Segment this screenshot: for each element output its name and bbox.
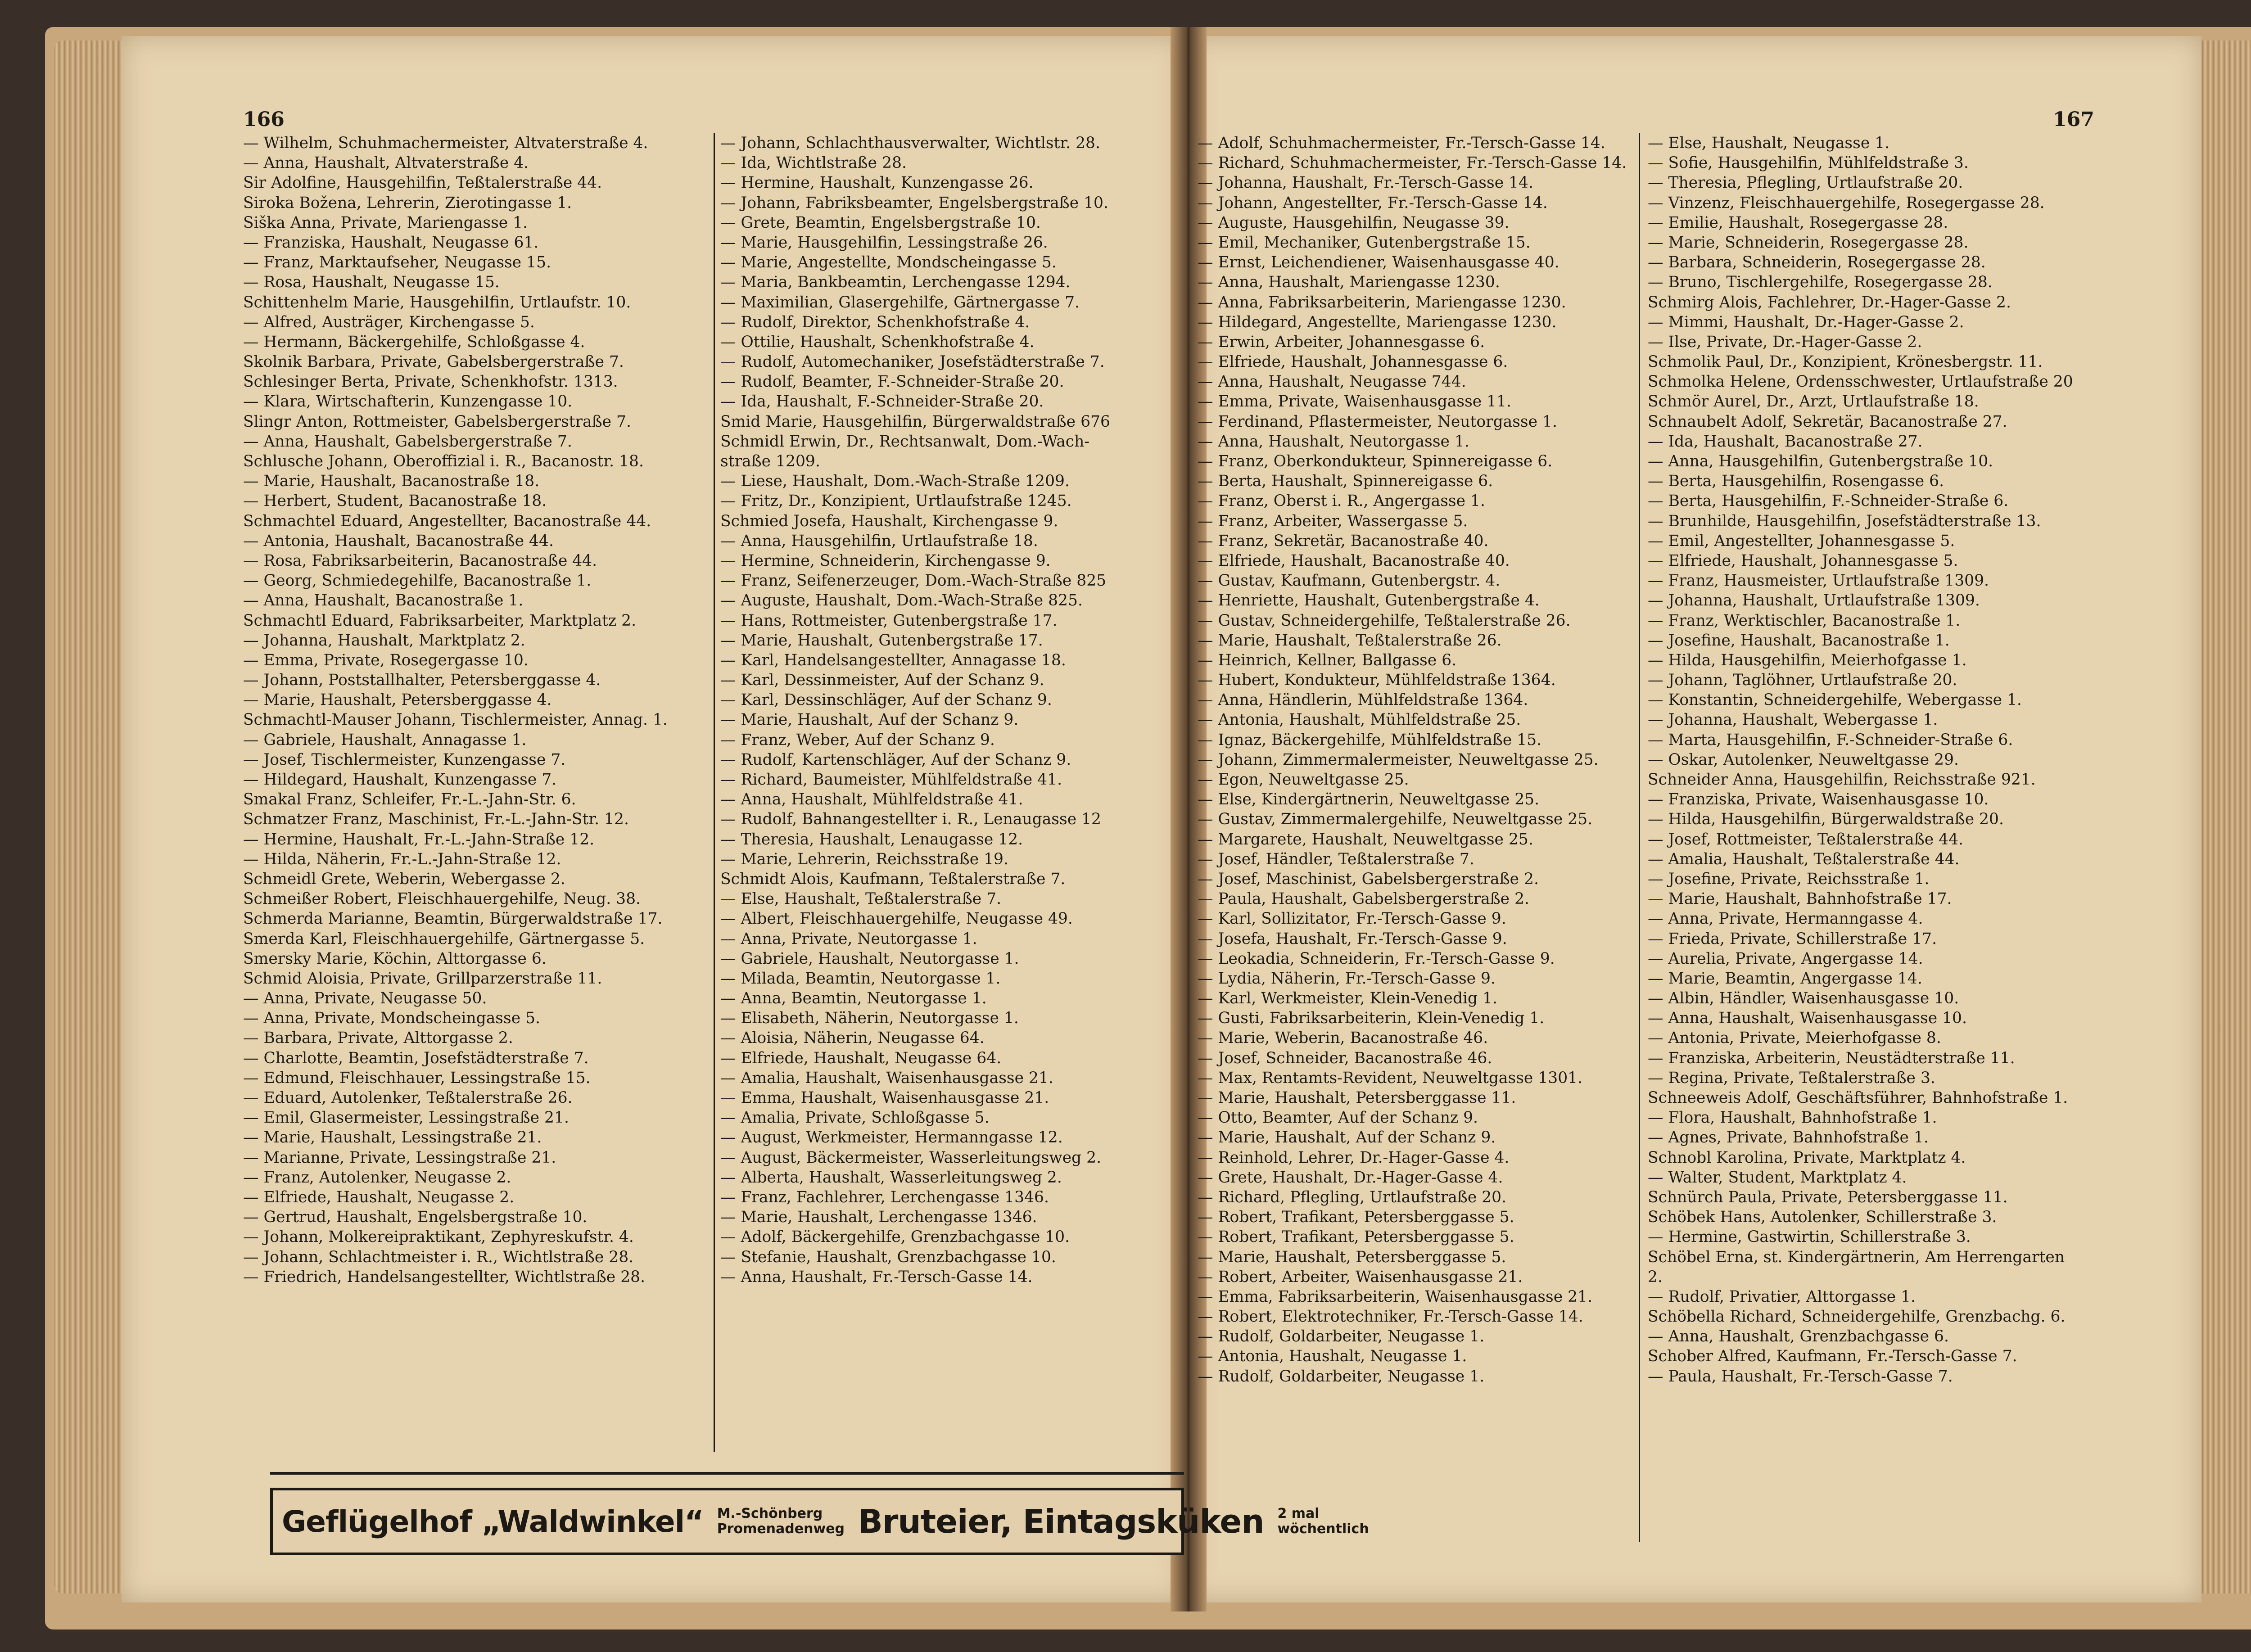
directory-entry: — Vinzenz, Fleischhauergehilfe, Rosegergasse 28. (1648, 194, 2045, 212)
directory-entry: — Margarete, Haushalt, Neuweltgasse 25. (1198, 830, 1533, 849)
directory-entry: — Anna, Private, Neugasse 50. (243, 989, 487, 1008)
column-divider-left (714, 133, 715, 1452)
directory-entry: — Emil, Mechaniker, Gutenbergstraße 15. (1198, 233, 1531, 252)
directory-entry: — Auguste, Haushalt, Dom.-Wach-Straße 825. (720, 591, 1083, 610)
directory-entry: — Leokadia, Schneiderin, Fr.-Tersch-Gasse 9. (1198, 949, 1555, 968)
directory-entry: — Else, Kindergärtnerin, Neuweltgasse 25. (1198, 790, 1540, 809)
directory-entry: — Barbara, Schneiderin, Rosegergasse 28. (1648, 253, 1986, 272)
directory-entry: Schmachtl-Mauser Johann, Tischlermeister, Annag. 1. (243, 711, 668, 729)
directory-entry: — Albert, Fleischhauergehilfe, Neugasse 49. (720, 910, 1073, 928)
advert-location (717, 1506, 845, 1537)
directory-entry: Schöbek Hans, Autolenker, Schillerstraße 3. (1648, 1208, 1997, 1227)
directory-entry: — Liese, Haushalt, Dom.-Wach-Straße 1209. (720, 472, 1070, 491)
directory-entry: — Hermine, Haushalt, Kunzengasse 26. (720, 174, 1034, 192)
directory-entry: — Adolf, Bäckergehilfe, Grenzbachgasse 10. (720, 1228, 1070, 1246)
directory-entry: — Anna, Beamtin, Neutorgasse 1. (720, 989, 987, 1008)
directory-entry: — Heinrich, Kellner, Ballgasse 6. (1198, 651, 1457, 669)
advert-frequency-line-2: wöchentlich (1277, 1521, 1369, 1537)
directory-entry: — Anna, Haushalt, Bacanostraße 1. (243, 591, 524, 610)
directory-entry: — Karl, Handelsangestellter, Annagasse 18. (720, 651, 1066, 669)
directory-entry: — Gusti, Fabriksarbeiterin, Klein-Venedig 1. (1198, 1009, 1545, 1028)
directory-entry: — Theresia, Haushalt, Lenaugasse 12. (720, 830, 1023, 849)
directory-entry: — Richard, Pflegling, Urtlaufstraße 20. (1198, 1188, 1507, 1206)
directory-entry: — Walter, Student, Marktplatz 4. (1648, 1168, 1907, 1187)
directory-entry: — Milada, Beamtin, Neutorgasse 1. (720, 969, 1001, 988)
directory-entry: — Berta, Haushalt, Spinnereigasse 6. (1198, 472, 1493, 491)
directory-entry: — Marie, Haushalt, Auf der Schanz 9. (1198, 1128, 1496, 1147)
page-edges-right (2197, 41, 2251, 1593)
directory-entry: — Hilda, Hausgehilfin, Bürgerwaldstraße 20. (1648, 810, 2004, 829)
directory-entry: — Mimmi, Haushalt, Dr.-Hager-Gasse 2. (1648, 313, 1964, 331)
directory-entry: — Ignaz, Bäckergehilfe, Mühlfeldstraße 15. (1198, 731, 1542, 749)
directory-entry: — Franziska, Haushalt, Neugasse 61. (243, 233, 539, 252)
directory-entry: — Paula, Haushalt, Gabelsbergerstraße 2. (1198, 890, 1529, 908)
directory-entry: — Ida, Wichtlstraße 28. (720, 154, 907, 172)
directory-entry: — Amalia, Haushalt, Teßtalerstraße 44. (1648, 850, 1960, 868)
directory-entry: — Marie, Haushalt, Gutenbergstraße 17. (720, 631, 1043, 650)
directory-entry: — Josef, Schneider, Bacanostraße 46. (1198, 1049, 1492, 1067)
directory-entry: — Franziska, Private, Waisenhausgasse 10. (1648, 790, 1989, 809)
directory-entry: — Franz, Weber, Auf der Schanz 9. (720, 731, 995, 749)
directory-entry: — Rudolf, Privatier, Alttorgasse 1. (1648, 1287, 1916, 1306)
directory-entry: — Hermine, Haushalt, Fr.-L.-Jahn-Straße 12. (243, 830, 595, 849)
directory-entry: — Rudolf, Kartenschläger, Auf der Schanz 9. (720, 750, 1071, 769)
directory-entry: — Reinhold, Lehrer, Dr.-Hager-Gasse 4. (1198, 1148, 1510, 1167)
directory-entry: — Anna, Händlerin, Mühlfeldstraße 1364. (1198, 691, 1528, 709)
directory-entry: — Rudolf, Goldarbeiter, Neugasse 1. (1198, 1367, 1485, 1386)
directory-entry: — Marta, Hausgehilfin, F.-Schneider-Straße 6. (1648, 731, 2013, 749)
directory-entry: — Johann, Taglöhner, Urtlaufstraße 20. (1648, 671, 1957, 690)
directory-entry: — Aloisia, Näherin, Neugasse 64. (720, 1029, 985, 1047)
directory-entry: Schneeweis Adolf, Geschäftsführer, Bahnhofstraße 1. (1648, 1089, 2068, 1107)
directory-entry: — Charlotte, Beamtin, Josefstädterstraße 7. (243, 1049, 589, 1067)
directory-entry: — Gustav, Schneidergehilfe, Teßtalerstraße 26. (1198, 611, 1571, 630)
directory-entry: — Auguste, Hausgehilfin, Neugasse 39. (1198, 213, 1510, 232)
directory-entry: Smerda Karl, Fleischhauergehilfe, Gärtnergasse 5. (243, 930, 645, 948)
directory-entry: — Franz, Arbeiter, Wassergasse 5. (1198, 512, 1468, 530)
directory-entry: Schmidl Erwin, Dr., Rechtsanwalt, Dom.-Wach- (720, 432, 1089, 451)
directory-entry: Schmirg Alois, Fachlehrer, Dr.-Hager-Gasse 2. (1648, 293, 2011, 311)
directory-entry: Schlesinger Berta, Private, Schenkhofstr. 1313. (243, 373, 618, 391)
directory-entry: — Marie, Weberin, Bacanostraße 46. (1198, 1029, 1488, 1047)
directory-entry: — Franz, Fachlehrer, Lerchengasse 1346. (720, 1188, 1049, 1206)
directory-entry: — Johanna, Haushalt, Marktplatz 2. (243, 631, 525, 650)
directory-column-4 (1648, 133, 2107, 1386)
directory-entry: — Rosa, Haushalt, Neugasse 15. (243, 273, 500, 292)
directory-entry: — Marie, Haushalt, Lerchengasse 1346. (720, 1208, 1037, 1227)
directory-entry: — Ferdinand, Pflastermeister, Neutorgasse 1. (1198, 412, 1557, 431)
directory-entry: — Anna, Hausgehilfin, Urtlaufstraße 18. (720, 532, 1038, 550)
directory-entry: — Robert, Trafikant, Petersberggasse 5. (1198, 1208, 1514, 1227)
directory-entry: — Max, Rentamts-Revident, Neuweltgasse 1301. (1198, 1069, 1583, 1087)
directory-entry: — Ida, Haushalt, F.-Schneider-Straße 20. (720, 393, 1044, 411)
directory-entry: — Else, Haushalt, Neugasse 1. (1648, 134, 1890, 152)
directory-entry: Schmerda Marianne, Beamtin, Bürgerwaldstraße 17. (243, 910, 663, 928)
directory-entry: — Grete, Haushalt, Dr.-Hager-Gasse 4. (1198, 1168, 1503, 1187)
directory-entry: — Berta, Hausgehilfin, Rosengasse 6. (1648, 472, 1944, 491)
directory-entry: Schmeidl Grete, Weberin, Webergasse 2. (243, 870, 565, 888)
directory-entry: — Alfred, Austräger, Kirchengasse 5. (243, 313, 535, 331)
directory-entry: — Hermine, Schneiderin, Kirchengasse 9. (720, 551, 1051, 570)
advert-location-line-1: M.-Schönberg (717, 1506, 823, 1521)
directory-entry: — Josefine, Haushalt, Bacanostraße 1. (1648, 631, 1950, 650)
directory-entry: — Hilda, Näherin, Fr.-L.-Jahn-Straße 12. (243, 850, 561, 868)
directory-entry: Slingr Anton, Rottmeister, Gabelsbergerstraße 7. (243, 412, 631, 431)
directory-entry: — Johann, Schlachthausverwalter, Wichtlstr. 28. (720, 134, 1100, 152)
directory-entry: — Marie, Haushalt, Petersberggasse 4. (243, 691, 552, 709)
directory-entry: — Lydia, Näherin, Fr.-Tersch-Gasse 9. (1198, 969, 1496, 988)
page-number-left: 166 (243, 108, 285, 131)
directory-entry: — Anna, Haushalt, Altvaterstraße 4. (243, 154, 529, 172)
directory-entry: — Josef, Händler, Teßtalerstraße 7. (1198, 850, 1474, 868)
directory-entry: — Johanna, Haushalt, Fr.-Tersch-Gasse 14. (1198, 174, 1533, 192)
directory-entry: — Johanna, Haushalt, Urtlaufstraße 1309. (1648, 591, 1980, 610)
directory-entry: — Ottilie, Haushalt, Schenkhofstraße 4. (720, 333, 1035, 351)
directory-entry: — Brunhilde, Hausgehilfin, Josefstädterstraße 13. (1648, 512, 2041, 530)
directory-entry: — Robert, Arbeiter, Waisenhausgasse 21. (1198, 1268, 1523, 1286)
directory-entry: — Anna, Private, Hermanngasse 4. (1648, 910, 1923, 928)
directory-entry: — Gustav, Zimmermalergehilfe, Neuweltgasse 25. (1198, 810, 1593, 829)
directory-entry: — Emma, Fabriksarbeiterin, Waisenhausgasse 21. (1198, 1287, 1592, 1306)
directory-entry: — Anna, Haushalt, Grenzbachgasse 6. (1648, 1327, 1949, 1346)
directory-entry: — Gustav, Kaufmann, Gutenbergstr. 4. (1198, 572, 1501, 590)
directory-entry: — Rudolf, Direktor, Schenkhofstraße 4. (720, 313, 1030, 331)
directory-entry: Schmied Josefa, Haushalt, Kirchengasse 9. (720, 512, 1058, 530)
directory-entry: — Eduard, Autolenker, Teßtalerstraße 26. (243, 1089, 573, 1107)
directory-entry: Schnobl Karolina, Private, Marktplatz 4. (1648, 1148, 1966, 1167)
directory-entry: — Wilhelm, Schuhmachermeister, Altvaterstraße 4. (243, 134, 648, 152)
directory-entry: — Adolf, Schuhmachermeister, Fr.-Tersch-Gasse 14. (1198, 134, 1605, 152)
directory-entry: Schmidt Alois, Kaufmann, Teßtalerstraße 7. (720, 870, 1066, 888)
directory-entry: — Erwin, Arbeiter, Johannesgasse 6. (1198, 333, 1485, 351)
directory-entry: — August, Bäckermeister, Wasserleitungsweg 2. (720, 1148, 1102, 1167)
directory-entry: — Marie, Haushalt, Petersberggasse 5. (1198, 1248, 1506, 1266)
directory-entry: — Aurelia, Private, Angergasse 14. (1648, 949, 1923, 968)
directory-entry: — Emil, Angestellter, Johannesgasse 5. (1648, 532, 1955, 550)
directory-entry: — Herbert, Student, Bacanostraße 18. (243, 492, 547, 510)
directory-entry: — Elfriede, Haushalt, Bacanostraße 40. (1198, 551, 1510, 570)
column-divider-right (1639, 133, 1640, 1542)
directory-entry: — Richard, Baumeister, Mühlfeldstraße 41. (720, 771, 1062, 789)
directory-entry: — Emilie, Haushalt, Rosegergasse 28. (1648, 213, 1948, 232)
directory-entry: Schnürch Paula, Private, Petersberggasse 11. (1648, 1188, 2008, 1206)
directory-entry: Schneider Anna, Hausgehilfin, Reichsstraße 921. (1648, 771, 2036, 789)
directory-entry: — Anna, Private, Neutorgasse 1. (720, 930, 977, 948)
directory-entry: — Hermine, Gastwirtin, Schillerstraße 3. (1648, 1228, 1971, 1246)
directory-entry: Schmolik Paul, Dr., Konzipient, Krönesbergstr. 11. (1648, 353, 2043, 371)
directory-entry: — Bruno, Tischlergehilfe, Rosegergasse 28. (1648, 273, 1993, 292)
page-number-right: 167 (2053, 108, 2094, 131)
directory-entry: — Ilse, Private, Dr.-Hager-Gasse 2. (1648, 333, 1922, 351)
directory-entry: — Marie, Haushalt, Lessingstraße 21. (243, 1128, 542, 1147)
directory-entry: — Grete, Beamtin, Engelsbergstraße 10. (720, 213, 1041, 232)
directory-entry: — Rudolf, Beamter, F.-Schneider-Straße 20. (720, 373, 1064, 391)
directory-entry: — Emma, Private, Rosegergasse 10. (243, 651, 529, 669)
directory-entry: — Franz, Marktaufseher, Neugasse 15. (243, 253, 551, 272)
directory-entry: — Flora, Haushalt, Bahnhofstraße 1. (1648, 1109, 1937, 1127)
directory-entry: 2. (1648, 1268, 1663, 1286)
directory-entry: — Anna, Haushalt, Mariengasse 1230. (1198, 273, 1500, 292)
directory-entry: — Johann, Angestellter, Fr.-Tersch-Gasse 14. (1198, 194, 1548, 212)
directory-entry: — Marie, Lehrerin, Reichsstraße 19. (720, 850, 1008, 868)
directory-entry: — Hermann, Bäckergehilfe, Schloßgasse 4. (243, 333, 585, 351)
directory-column-2 (720, 133, 1171, 1287)
directory-entry: — Klara, Wirtschafterin, Kunzengasse 10. (243, 393, 573, 411)
directory-entry: Skolnik Barbara, Private, Gabelsbergerstraße 7. (243, 353, 624, 371)
directory-entry: Smakal Franz, Schleifer, Fr.-L.-Jahn-Str. 6. (243, 790, 576, 809)
directory-entry: Schöbella Richard, Schneidergehilfe, Grenzbachg. 6. (1648, 1308, 2066, 1326)
directory-entry: Schittenhelm Marie, Hausgehilfin, Urtlaufstr. 10. (243, 293, 631, 311)
directory-entry: — Antonia, Haushalt, Neugasse 1. (1198, 1347, 1467, 1366)
directory-entry: — Marie, Angestellte, Mondscheingasse 5. (720, 253, 1057, 272)
directory-entry: — Elfriede, Haushalt, Neugasse 64. (720, 1049, 1002, 1067)
directory-entry: — Theresia, Pflegling, Urtlaufstraße 20. (1648, 174, 1963, 192)
directory-entry: Schlusche Johann, Oberoffizial i. R., Bacanostr. 18. (243, 452, 644, 470)
directory-entry: — Elisabeth, Näherin, Neutorgasse 1. (720, 1009, 1019, 1028)
directory-entry: Schmör Aurel, Dr., Arzt, Urtlaufstraße 18. (1648, 393, 1979, 411)
directory-entry: — Johann, Zimmermalermeister, Neuweltgasse 25. (1198, 750, 1599, 769)
directory-entry: — Else, Haushalt, Teßtalerstraße 7. (720, 890, 1002, 908)
directory-entry: — Rudolf, Goldarbeiter, Neugasse 1. (1198, 1327, 1485, 1346)
directory-entry: — Marianne, Private, Lessingstraße 21. (243, 1148, 556, 1167)
directory-entry: Siška Anna, Private, Mariengasse 1. (243, 213, 528, 232)
directory-entry: — Edmund, Fleischhauer, Lessingstraße 15. (243, 1069, 591, 1087)
directory-entry: — Elfriede, Haushalt, Johannesgasse 5. (1648, 551, 1958, 570)
directory-entry: Schmid Aloisia, Private, Grillparzerstraße 11. (243, 969, 602, 988)
directory-entry: — Franz, Oberkondukteur, Spinnereigasse 6. (1198, 452, 1553, 470)
directory-entry: — Rudolf, Automechaniker, Josefstädterstraße 7. (720, 353, 1105, 371)
directory-entry: — Josef, Maschinist, Gabelsbergerstraße 2. (1198, 870, 1539, 888)
directory-entry: — Richard, Schuhmachermeister, Fr.-Tersch-Gasse 14. (1198, 154, 1627, 172)
directory-entry: Schöbel Erna, st. Kindergärtnerin, Am Herrengarten (1648, 1248, 2065, 1266)
directory-column-3 (1198, 133, 1657, 1386)
directory-entry: — Elfriede, Haushalt, Johannesgasse 6. (1198, 353, 1508, 371)
directory-entry: — Karl, Dessinmeister, Auf der Schanz 9. (720, 671, 1044, 690)
advert-business-name: Geflügelhof „Waldwinkel“ (282, 1504, 704, 1539)
directory-entry: — Emil, Glasermeister, Lessingstraße 21. (243, 1109, 569, 1127)
directory-entry: — Maximilian, Glasergehilfe, Gärtnergasse 7. (720, 293, 1080, 311)
directory-entry: Schmolka Helene, Ordensschwester, Urtlaufstraße 20 (1648, 373, 2073, 391)
directory-entry: — Marie, Schneiderin, Rosegergasse 28. (1648, 233, 1969, 252)
directory-entry: — Franz, Seifenerzeuger, Dom.-Wach-Straße 825 (720, 572, 1107, 590)
advertisement-box (270, 1488, 1369, 1555)
advert-top-rule (270, 1472, 1184, 1475)
directory-entry: — August, Werkmeister, Hermanngasse 12. (720, 1128, 1063, 1147)
directory-entry: — Ida, Haushalt, Bacanostraße 27. (1648, 432, 1923, 451)
directory-entry: — Marie, Beamtin, Angergasse 14. (1648, 969, 1922, 988)
directory-entry: Smersky Marie, Köchin, Alttorgasse 6. (243, 949, 547, 968)
directory-entry: — Anna, Haushalt, Waisenhausgasse 10. (1648, 1009, 1967, 1028)
directory-entry: Smid Marie, Hausgehilfin, Bürgerwaldstraße 676 (720, 412, 1110, 431)
directory-entry: Schober Alfred, Kaufmann, Fr.-Tersch-Gasse 7. (1648, 1347, 2017, 1366)
directory-entry: — Fritz, Dr., Konzipient, Urtlaufstraße 1245. (720, 492, 1072, 510)
directory-entry: — Marie, Haushalt, Teßtalerstraße 26. (1198, 631, 1502, 650)
directory-entry: — Regina, Private, Teßtalerstraße 3. (1648, 1069, 1935, 1087)
directory-entry: — Antonia, Haushalt, Bacanostraße 44. (243, 532, 554, 550)
directory-entry: — Ernst, Leichendiener, Waisenhausgasse 40. (1198, 253, 1559, 272)
directory-entry: — Alberta, Haushalt, Wasserleitungsweg 2. (720, 1168, 1062, 1187)
directory-entry: — Johann, Fabriksbeamter, Engelsbergstraße 10. (720, 194, 1108, 212)
directory-entry: — Friedrich, Handelsangestellter, Wichtlstraße 28. (243, 1268, 646, 1286)
directory-entry: — Karl, Dessinschläger, Auf der Schanz 9. (720, 691, 1052, 709)
directory-entry: — Marie, Haushalt, Bacanostraße 18. (243, 472, 540, 491)
directory-entry: — Anna, Hausgehilfin, Gutenbergstraße 10. (1648, 452, 1993, 470)
directory-entry: — Anna, Haushalt, Fr.-Tersch-Gasse 14. (720, 1268, 1033, 1286)
advert-frequency (1277, 1506, 1369, 1537)
directory-entry: — Anna, Haushalt, Neugasse 744. (1198, 373, 1466, 391)
directory-entry: — Josef, Rottmeister, Teßtalerstraße 44. (1648, 830, 1964, 849)
directory-entry: — Anna, Haushalt, Gabelsbergerstraße 7. (243, 432, 572, 451)
directory-entry: — Josefine, Private, Reichsstraße 1. (1648, 870, 1930, 888)
directory-entry: — Oskar, Autolenker, Neuweltgasse 29. (1648, 750, 1959, 769)
directory-entry: — Amalia, Private, Schloßgasse 5. (720, 1109, 990, 1127)
directory-entry: — Franz, Hausmeister, Urtlaufstraße 1309. (1648, 572, 1989, 590)
directory-entry: — Marie, Haushalt, Bahnhofstraße 17. (1648, 890, 1952, 908)
directory-entry: straße 1209. (720, 452, 820, 470)
directory-entry: Sir Adolfine, Hausgehilfin, Teßtalerstraße 44. (243, 174, 602, 192)
directory-entry: — Robert, Elektrotechniker, Fr.-Tersch-Gasse 14. (1198, 1308, 1583, 1326)
directory-entry: — Konstantin, Schneidergehilfe, Webergasse 1. (1648, 691, 2022, 709)
directory-entry: — Henriette, Haushalt, Gutenbergstraße 4. (1198, 591, 1540, 610)
directory-entry: — Egon, Neuweltgasse 25. (1198, 771, 1409, 789)
directory-entry: — Elfriede, Haushalt, Neugasse 2. (243, 1188, 515, 1206)
directory-entry: — Marie, Haushalt, Petersberggasse 11. (1198, 1089, 1516, 1107)
directory-entry: — Barbara, Private, Alttorgasse 2. (243, 1029, 513, 1047)
directory-entry: — Josefa, Haushalt, Fr.-Tersch-Gasse 9. (1198, 930, 1507, 948)
directory-entry: — Robert, Trafikant, Petersberggasse 5. (1198, 1228, 1514, 1246)
directory-entry: — Johann, Molkereipraktikant, Zephyreskufstr. 4. (243, 1228, 634, 1246)
directory-entry: — Karl, Werkmeister, Klein-Venedig 1. (1198, 989, 1498, 1008)
directory-entry: — Johanna, Haushalt, Webergasse 1. (1648, 711, 1938, 729)
directory-column-1 (243, 133, 702, 1287)
directory-entry: — Antonia, Private, Meierhofgasse 8. (1648, 1029, 1941, 1047)
advert-offer: Bruteier, Eintagsküken (858, 1503, 1264, 1540)
directory-entry: — Anna, Fabriksarbeiterin, Mariengasse 1230. (1198, 293, 1566, 311)
advert-frequency-line-1: 2 mal (1277, 1506, 1320, 1521)
directory-entry: — Anna, Private, Mondscheingasse 5. (243, 1009, 541, 1028)
directory-entry: Siroka Božena, Lehrerin, Zierotingasse 1. (243, 194, 572, 212)
directory-entry: — Franziska, Arbeiterin, Neustädterstraße 11. (1648, 1049, 2015, 1067)
directory-entry: Schmeißer Robert, Fleischhauergehilfe, Neug. 38. (243, 890, 641, 908)
directory-entry: — Johann, Schlachtmeister i. R., Wichtlstraße 28. (243, 1248, 634, 1266)
directory-entry: — Marie, Haushalt, Auf der Schanz 9. (720, 711, 1019, 729)
directory-entry: Schmachtl Eduard, Fabriksarbeiter, Marktplatz 2. (243, 611, 637, 630)
directory-entry: — Hildegard, Angestellte, Mariengasse 1230. (1198, 313, 1557, 331)
directory-entry: — Hubert, Kondukteur, Mühlfeldstraße 1364. (1198, 671, 1556, 690)
directory-entry: — Maria, Bankbeamtin, Lerchengasse 1294. (720, 273, 1071, 292)
directory-entry: — Marie, Hausgehilfin, Lessingstraße 26. (720, 233, 1048, 252)
directory-entry: — Karl, Sollizitator, Fr.-Tersch-Gasse 9. (1198, 910, 1506, 928)
directory-entry: — Franz, Oberst i. R., Angergasse 1. (1198, 492, 1485, 510)
directory-entry: — Emma, Haushalt, Waisenhausgasse 21. (720, 1089, 1049, 1107)
directory-entry: — Rosa, Fabriksarbeiterin, Bacanostraße 44. (243, 551, 597, 570)
directory-entry: — Josef, Tischlermeister, Kunzengasse 7. (243, 750, 566, 769)
directory-entry: — Gertrud, Haushalt, Engelsbergstraße 10. (243, 1208, 588, 1227)
directory-entry: — Frieda, Private, Schillerstraße 17. (1648, 930, 1937, 948)
directory-entry: — Georg, Schmiedegehilfe, Bacanostraße 1. (243, 572, 592, 590)
directory-entry: — Agnes, Private, Bahnhofstraße 1. (1648, 1128, 1929, 1147)
directory-entry: — Anna, Haushalt, Neutorgasse 1. (1198, 432, 1469, 451)
directory-entry: — Gabriele, Haushalt, Annagasse 1. (243, 731, 527, 749)
directory-entry: — Emma, Private, Waisenhausgasse 11. (1198, 393, 1512, 411)
directory-entry: — Franz, Werktischler, Bacanostraße 1. (1648, 611, 1961, 630)
directory-entry: — Franz, Sekretär, Bacanostraße 40. (1198, 532, 1489, 550)
directory-entry: — Stefanie, Haushalt, Grenzbachgasse 10. (720, 1248, 1056, 1266)
directory-entry: — Franz, Autolenker, Neugasse 2. (243, 1168, 511, 1187)
directory-entry: — Gabriele, Haushalt, Neutorgasse 1. (720, 949, 1019, 968)
directory-entry: — Rudolf, Bahnangestellter i. R., Lenaugasse 12 (720, 810, 1101, 829)
directory-entry: — Hilda, Hausgehilfin, Meierhofgasse 1. (1648, 651, 1967, 669)
directory-entry: — Albin, Händler, Waisenhausgasse 10. (1648, 989, 1959, 1008)
directory-entry: — Sofie, Hausgehilfin, Mühlfeldstraße 3. (1648, 154, 1969, 172)
directory-entry: Schmachtel Eduard, Angestellter, Bacanostraße 44. (243, 512, 651, 530)
directory-entry: — Amalia, Haushalt, Waisenhausgasse 21. (720, 1069, 1053, 1087)
directory-entry: — Otto, Beamter, Auf der Schanz 9. (1198, 1109, 1478, 1127)
directory-entry: Schmatzer Franz, Maschinist, Fr.-L.-Jahn-Str. 12. (243, 810, 629, 829)
page-edges-left (54, 41, 126, 1593)
directory-entry: — Anna, Haushalt, Mühlfeldstraße 41. (720, 790, 1023, 809)
directory-entry: Schnaubelt Adolf, Sekretär, Bacanostraße 27. (1648, 412, 2007, 431)
directory-entry: — Berta, Hausgehilfin, F.-Schneider-Straße 6. (1648, 492, 2009, 510)
directory-entry: — Paula, Haushalt, Fr.-Tersch-Gasse 7. (1648, 1367, 1953, 1386)
advert-location-line-2: Promenadenweg (717, 1521, 845, 1537)
directory-entry: — Hildegard, Haushalt, Kunzengasse 7. (243, 771, 557, 789)
directory-entry: — Johann, Poststallhalter, Petersberggasse 4. (243, 671, 601, 690)
directory-entry: — Hans, Rottmeister, Gutenbergstraße 17. (720, 611, 1058, 630)
directory-entry: — Antonia, Haushalt, Mühlfeldstraße 25. (1198, 711, 1521, 729)
